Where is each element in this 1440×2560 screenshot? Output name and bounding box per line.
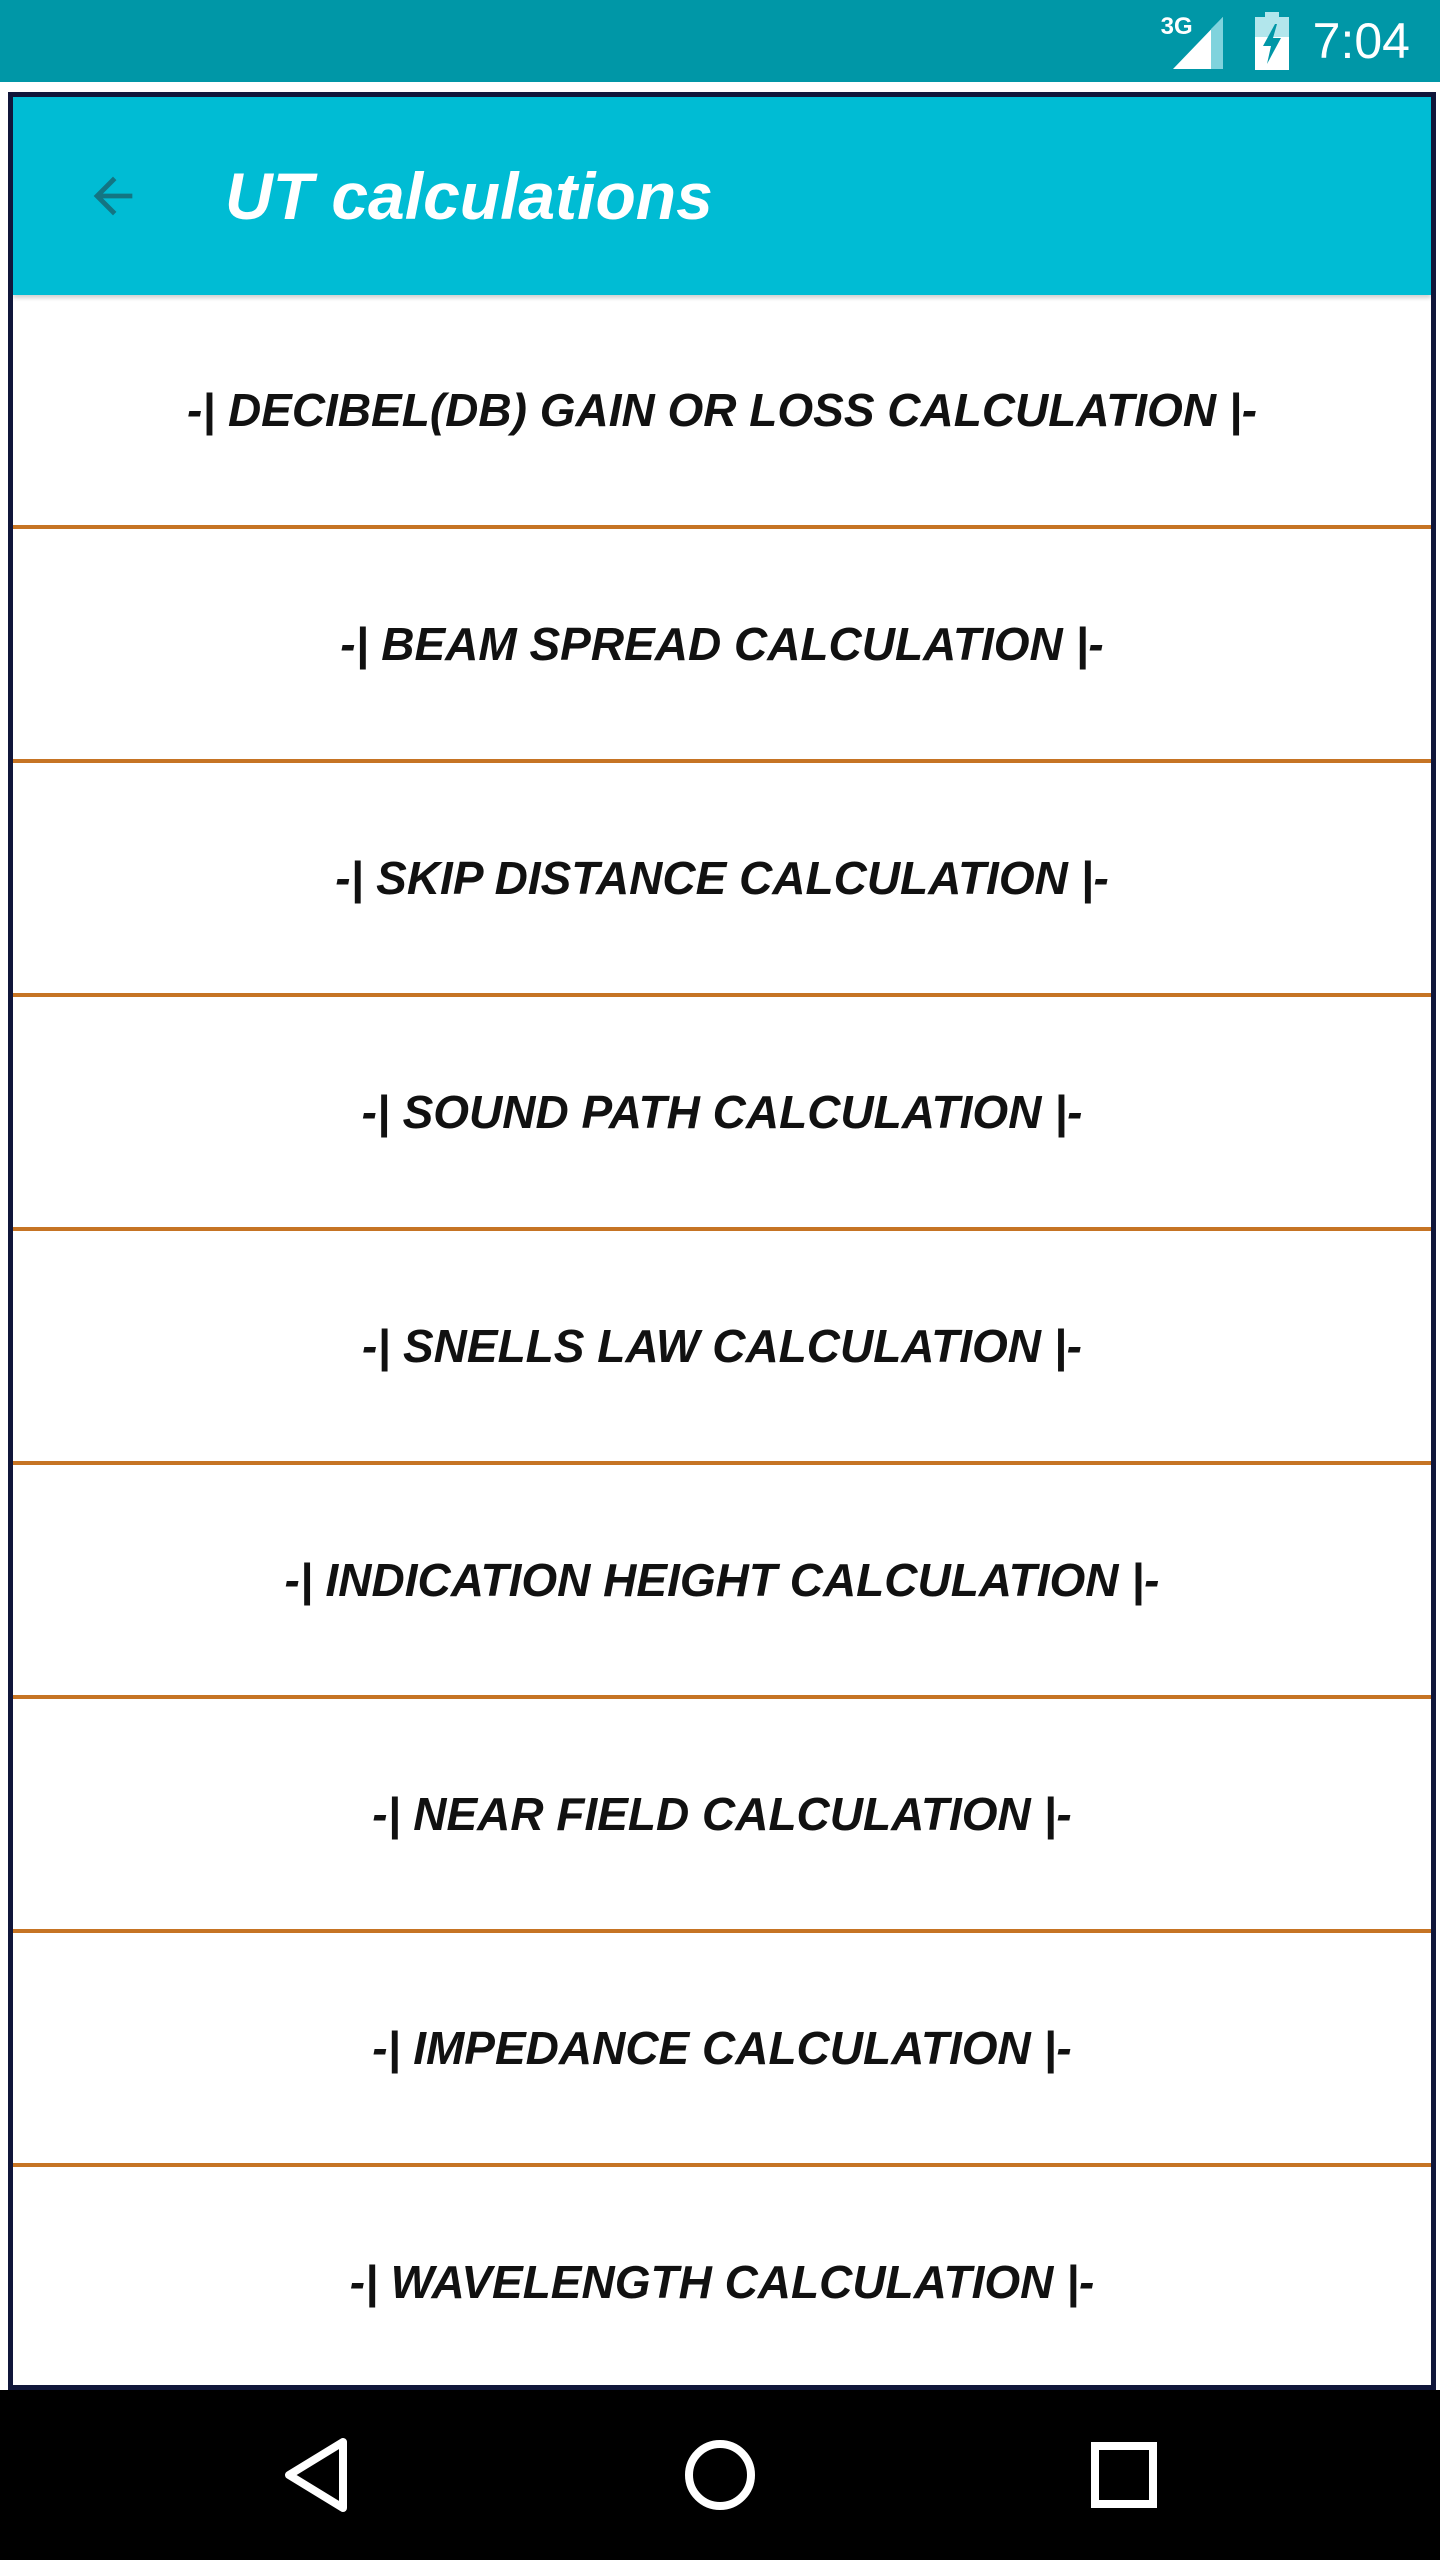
- list-item-label: -| IMPEDANCE CALCULATION |-: [372, 2022, 1072, 2074]
- nav-recents-button[interactable]: [1074, 2425, 1174, 2525]
- signal-icon: [1160, 11, 1231, 71]
- home-circle-icon: [680, 2435, 760, 2515]
- list-item-snells-law[interactable]: [13, 1231, 1431, 1465]
- app-bar: [13, 97, 1431, 295]
- list-item-decibel-gain-loss[interactable]: [13, 295, 1431, 529]
- status-icons: [1160, 0, 1410, 82]
- list-item-label: -| DECIBEL(DB) GAIN OR LOSS CALCULATION |-: [186, 384, 1258, 436]
- back-triangle-icon: [281, 2436, 351, 2514]
- list-item-label: -| SKIP DISTANCE CALCULATION |-: [335, 852, 1109, 904]
- list-item-near-field[interactable]: [13, 1699, 1431, 1933]
- list-item-sound-path[interactable]: [13, 997, 1431, 1231]
- list-item-wavelength[interactable]: [13, 2167, 1431, 2390]
- list-item-beam-spread[interactable]: [13, 529, 1431, 763]
- status-bar: [0, 0, 1440, 82]
- list-item-skip-distance[interactable]: [13, 763, 1431, 997]
- calculation-list: [13, 295, 1431, 2390]
- list-item-label: -| NEAR FIELD CALCULATION |-: [372, 1788, 1072, 1840]
- list-item-impedance[interactable]: [13, 1933, 1431, 2167]
- recents-square-icon: [1089, 2440, 1159, 2510]
- back-button[interactable]: [73, 156, 153, 236]
- navigation-bar: [0, 2390, 1440, 2560]
- list-item-label: -| BEAM SPREAD CALCULATION |-: [340, 618, 1104, 670]
- arrow-left-icon: [84, 167, 142, 225]
- list-item-label: -| SNELLS LAW CALCULATION |-: [362, 1320, 1082, 1372]
- page-title: UT calculations: [225, 159, 713, 233]
- app-frame: [8, 92, 1436, 2390]
- status-time: 7:04: [1312, 13, 1410, 69]
- battery-charging-icon: [1253, 12, 1291, 70]
- list-item-label: -| INDICATION HEIGHT CALCULATION |-: [284, 1554, 1160, 1606]
- nav-back-button[interactable]: [266, 2425, 366, 2525]
- network-type-label: 3G: [1160, 13, 1193, 40]
- list-item-indication-height[interactable]: [13, 1465, 1431, 1699]
- list-item-label: -| WAVELENGTH CALCULATION |-: [349, 2256, 1095, 2308]
- list-item-label: -| SOUND PATH CALCULATION |-: [361, 1086, 1083, 1138]
- nav-home-button[interactable]: [670, 2425, 770, 2525]
